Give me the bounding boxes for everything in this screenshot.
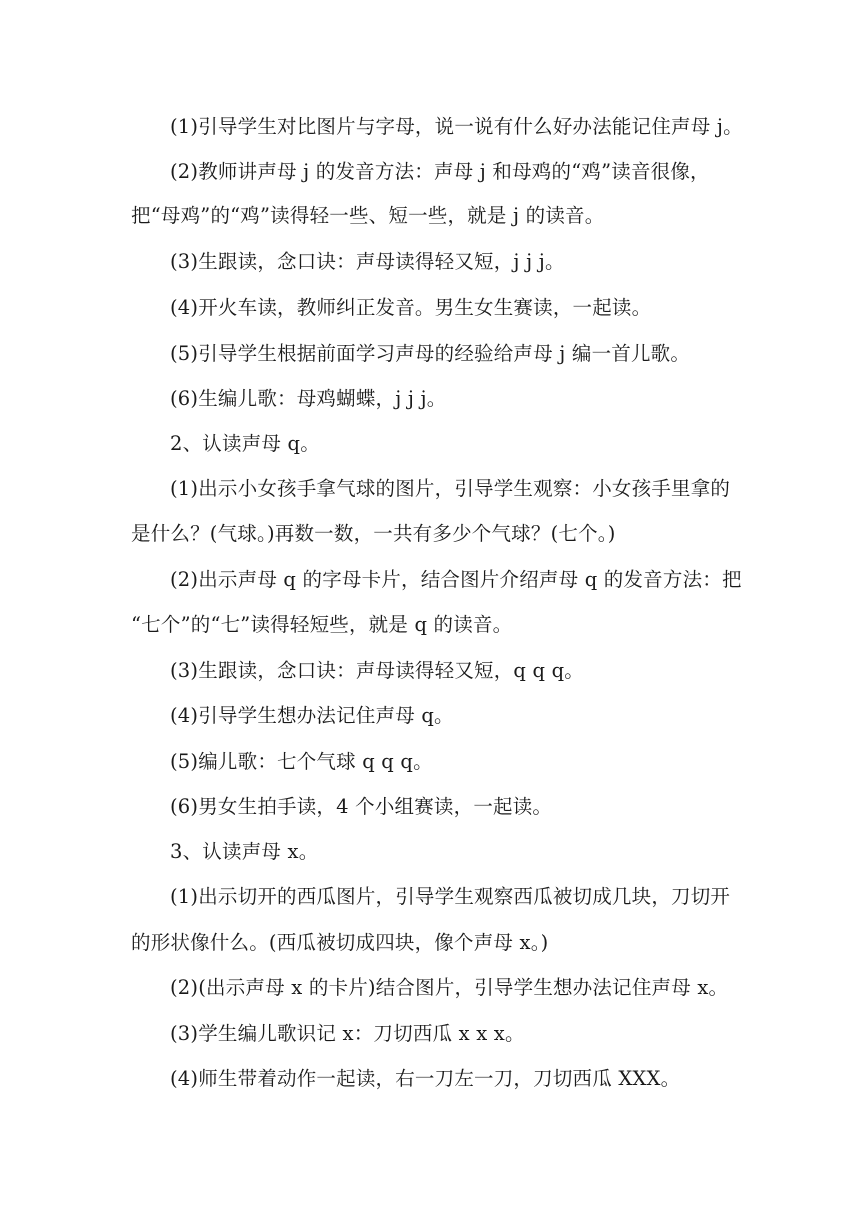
paragraph-line: (5)引导学生根据前面学习声母的经验给声母 j 编一首儿歌。 <box>170 342 691 365</box>
paragraph-line: (5)编儿歌：七个气球 q q q。 <box>170 750 433 773</box>
paragraph-line: 的形状像什么。(西瓜被切成四块，像个声母 x。) <box>131 931 549 954</box>
paragraph-line: “七个”的“七”读得轻短些，就是 q 的读音。 <box>131 613 513 636</box>
paragraph-line: (6)男女生拍手读，4 个小组赛读，一起读。 <box>170 795 553 818</box>
paragraph-line: (2)教师讲声母 j 的发音方法：声母 j 和母鸡的“鸡”读音很像， <box>170 160 710 183</box>
section-heading: 2、认读声母 q。 <box>170 432 320 455</box>
paragraph-line: (6)生编儿歌：母鸡蝴蝶，j j j。 <box>170 387 447 410</box>
paragraph-line: (4)开火车读，教师纠正发音。男生女生赛读，一起读。 <box>170 296 652 319</box>
paragraph-line: (3)生跟读，念口诀：声母读得轻又短，j j j。 <box>170 250 565 273</box>
paragraph-line: 是什么？(气球。)再数一数，一共有多少个气球？(七个。) <box>131 522 616 545</box>
paragraph-line: 把“母鸡”的“鸡”读得轻一些、短一些，就是 j 的读音。 <box>131 204 605 227</box>
paragraph-line: (1)引导学生对比图片与字母，说一说有什么好办法能记住声母 j。 <box>170 115 743 138</box>
paragraph-line: (2)(出示声母 x 的卡片)结合图片，引导学生想办法记住声母 x。 <box>170 976 729 999</box>
paragraph-line: (2)出示声母 q 的字母卡片，结合图片介绍声母 q 的发音方法：把 <box>170 568 742 591</box>
paragraph-line: (3)学生编儿歌识记 x：刀切西瓜 x x x。 <box>170 1022 525 1045</box>
paragraph-line: (4)师生带着动作一起读，右一刀左一刀，刀切西瓜 XXX。 <box>170 1067 681 1090</box>
section-heading: 3、认读声母 x。 <box>170 840 319 863</box>
paragraph-line: (1)出示切开的西瓜图片，引导学生观察西瓜被切成几块，刀切开 <box>170 885 731 908</box>
paragraph-line: (1)出示小女孩手拿气球的图片，引导学生观察：小女孩手里拿的 <box>170 477 731 500</box>
paragraph-line: (3)生跟读，念口诀：声母读得轻又短，q q q。 <box>170 659 584 682</box>
paragraph-line: (4)引导学生想办法记住声母 q。 <box>170 704 454 727</box>
